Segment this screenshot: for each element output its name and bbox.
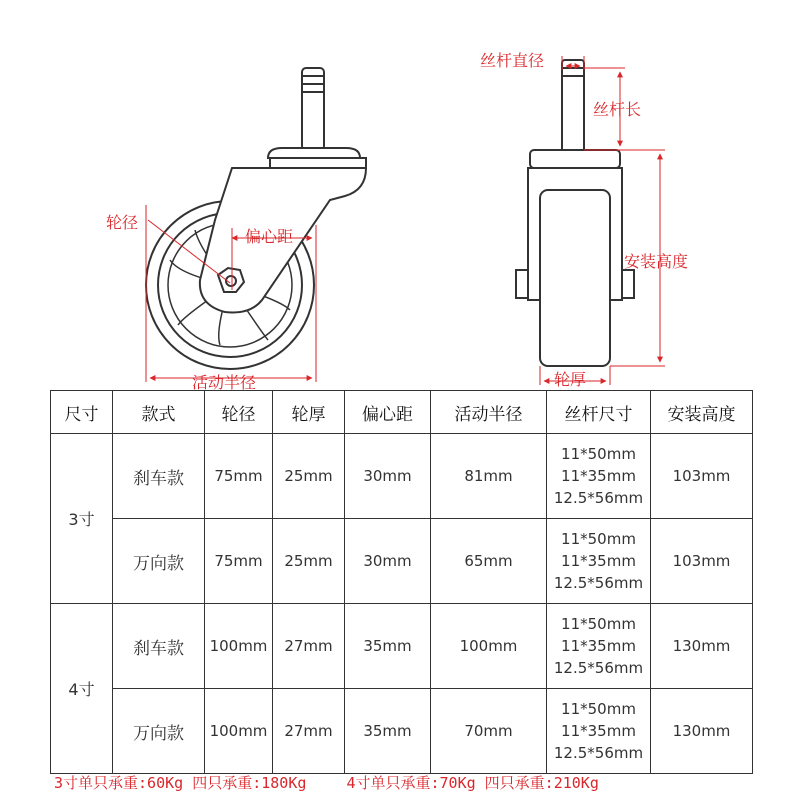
style-cell: 刹车款 <box>113 434 205 519</box>
swivel-radius-cell: 100mm <box>431 604 547 689</box>
header-style: 款式 <box>113 391 205 434</box>
swivel-radius-cell: 70mm <box>431 689 547 774</box>
wheel-diameter-cell: 75mm <box>205 519 273 604</box>
header-wheel-width: 轮厚 <box>273 391 345 434</box>
size-cell: 4寸 <box>51 604 113 774</box>
load-3inch-text: 3寸单只承重:60Kg 四只承重:180Kg <box>54 774 307 792</box>
label-wheel-width: 轮厚 <box>554 370 587 389</box>
stem-size-line: 11*50mm <box>561 530 636 548</box>
wheel-diameter-cell: 100mm <box>205 604 273 689</box>
stem-size-line: 11*50mm <box>561 700 636 718</box>
table-row <box>51 689 753 774</box>
wheel-diameter-cell: 75mm <box>205 434 273 519</box>
offset-cell: 30mm <box>345 434 431 519</box>
stem-size-line: 11*35mm <box>561 722 636 740</box>
stem-size-line: 12.5*56mm <box>553 489 644 507</box>
stem-size-line: 11*35mm <box>561 637 636 655</box>
stem-size-line: 11*35mm <box>561 467 636 485</box>
table-header-row <box>51 391 753 434</box>
header-wheel-diameter: 轮径 <box>205 391 273 434</box>
stem-size-cell <box>547 689 651 774</box>
wheel-diameter-cell: 100mm <box>205 689 273 774</box>
stem-size-line: 11*50mm <box>561 615 636 633</box>
header-mount-height: 安装高度 <box>651 391 753 434</box>
header-size: 尺寸 <box>51 391 113 434</box>
stem-size-line: 11*35mm <box>561 552 636 570</box>
label-wheel-diameter: 轮径 <box>106 213 139 232</box>
wheel-width-cell: 27mm <box>273 604 345 689</box>
style-cell: 万向款 <box>113 519 205 604</box>
offset-cell: 35mm <box>345 604 431 689</box>
stem-size-cell <box>547 434 651 519</box>
wheel-width-cell: 27mm <box>273 689 345 774</box>
swivel-radius-cell: 81mm <box>431 434 547 519</box>
stem-size-line: 12.5*56mm <box>553 744 644 762</box>
stem-size-cell <box>547 604 651 689</box>
style-cell: 刹车款 <box>113 604 205 689</box>
mount-height-cell: 103mm <box>651 519 753 604</box>
caster-dimension-diagram <box>0 0 800 390</box>
mount-height-cell: 103mm <box>651 434 753 519</box>
wheel-width-cell: 25mm <box>273 434 345 519</box>
offset-cell: 30mm <box>345 519 431 604</box>
header-swivel-radius: 活动半径 <box>431 391 547 434</box>
offset-cell: 35mm <box>345 689 431 774</box>
load-4inch-text: 4寸单只承重:70Kg 四只承重:210Kg <box>346 774 599 792</box>
style-cell: 万向款 <box>113 689 205 774</box>
stem-size-line: 12.5*56mm <box>553 574 644 592</box>
caster-spec-table <box>50 390 753 774</box>
label-offset: 偏心距 <box>245 227 294 246</box>
swivel-radius-cell: 65mm <box>431 519 547 604</box>
mount-height-cell: 130mm <box>651 604 753 689</box>
wheel-width-cell: 25mm <box>273 519 345 604</box>
table-row <box>51 434 753 519</box>
stem-size-line: 11*50mm <box>561 445 636 463</box>
table-row <box>51 519 753 604</box>
label-stem-diameter: 丝杆直径 <box>480 51 545 70</box>
label-swivel-radius: 活动半径 <box>192 373 257 390</box>
table-row <box>51 604 753 689</box>
label-stem-length: 丝杆长 <box>593 100 642 119</box>
size-cell: 3寸 <box>51 434 113 604</box>
stem-size-line: 12.5*56mm <box>553 659 644 677</box>
label-mount-height: 安装高度 <box>624 252 689 271</box>
mount-height-cell: 130mm <box>651 689 753 774</box>
header-stem-size: 丝杆尺寸 <box>547 391 651 434</box>
load-capacity-footer <box>54 770 794 796</box>
caster-side-view <box>146 68 366 369</box>
header-offset: 偏心距 <box>345 391 431 434</box>
stem-size-cell <box>547 519 651 604</box>
